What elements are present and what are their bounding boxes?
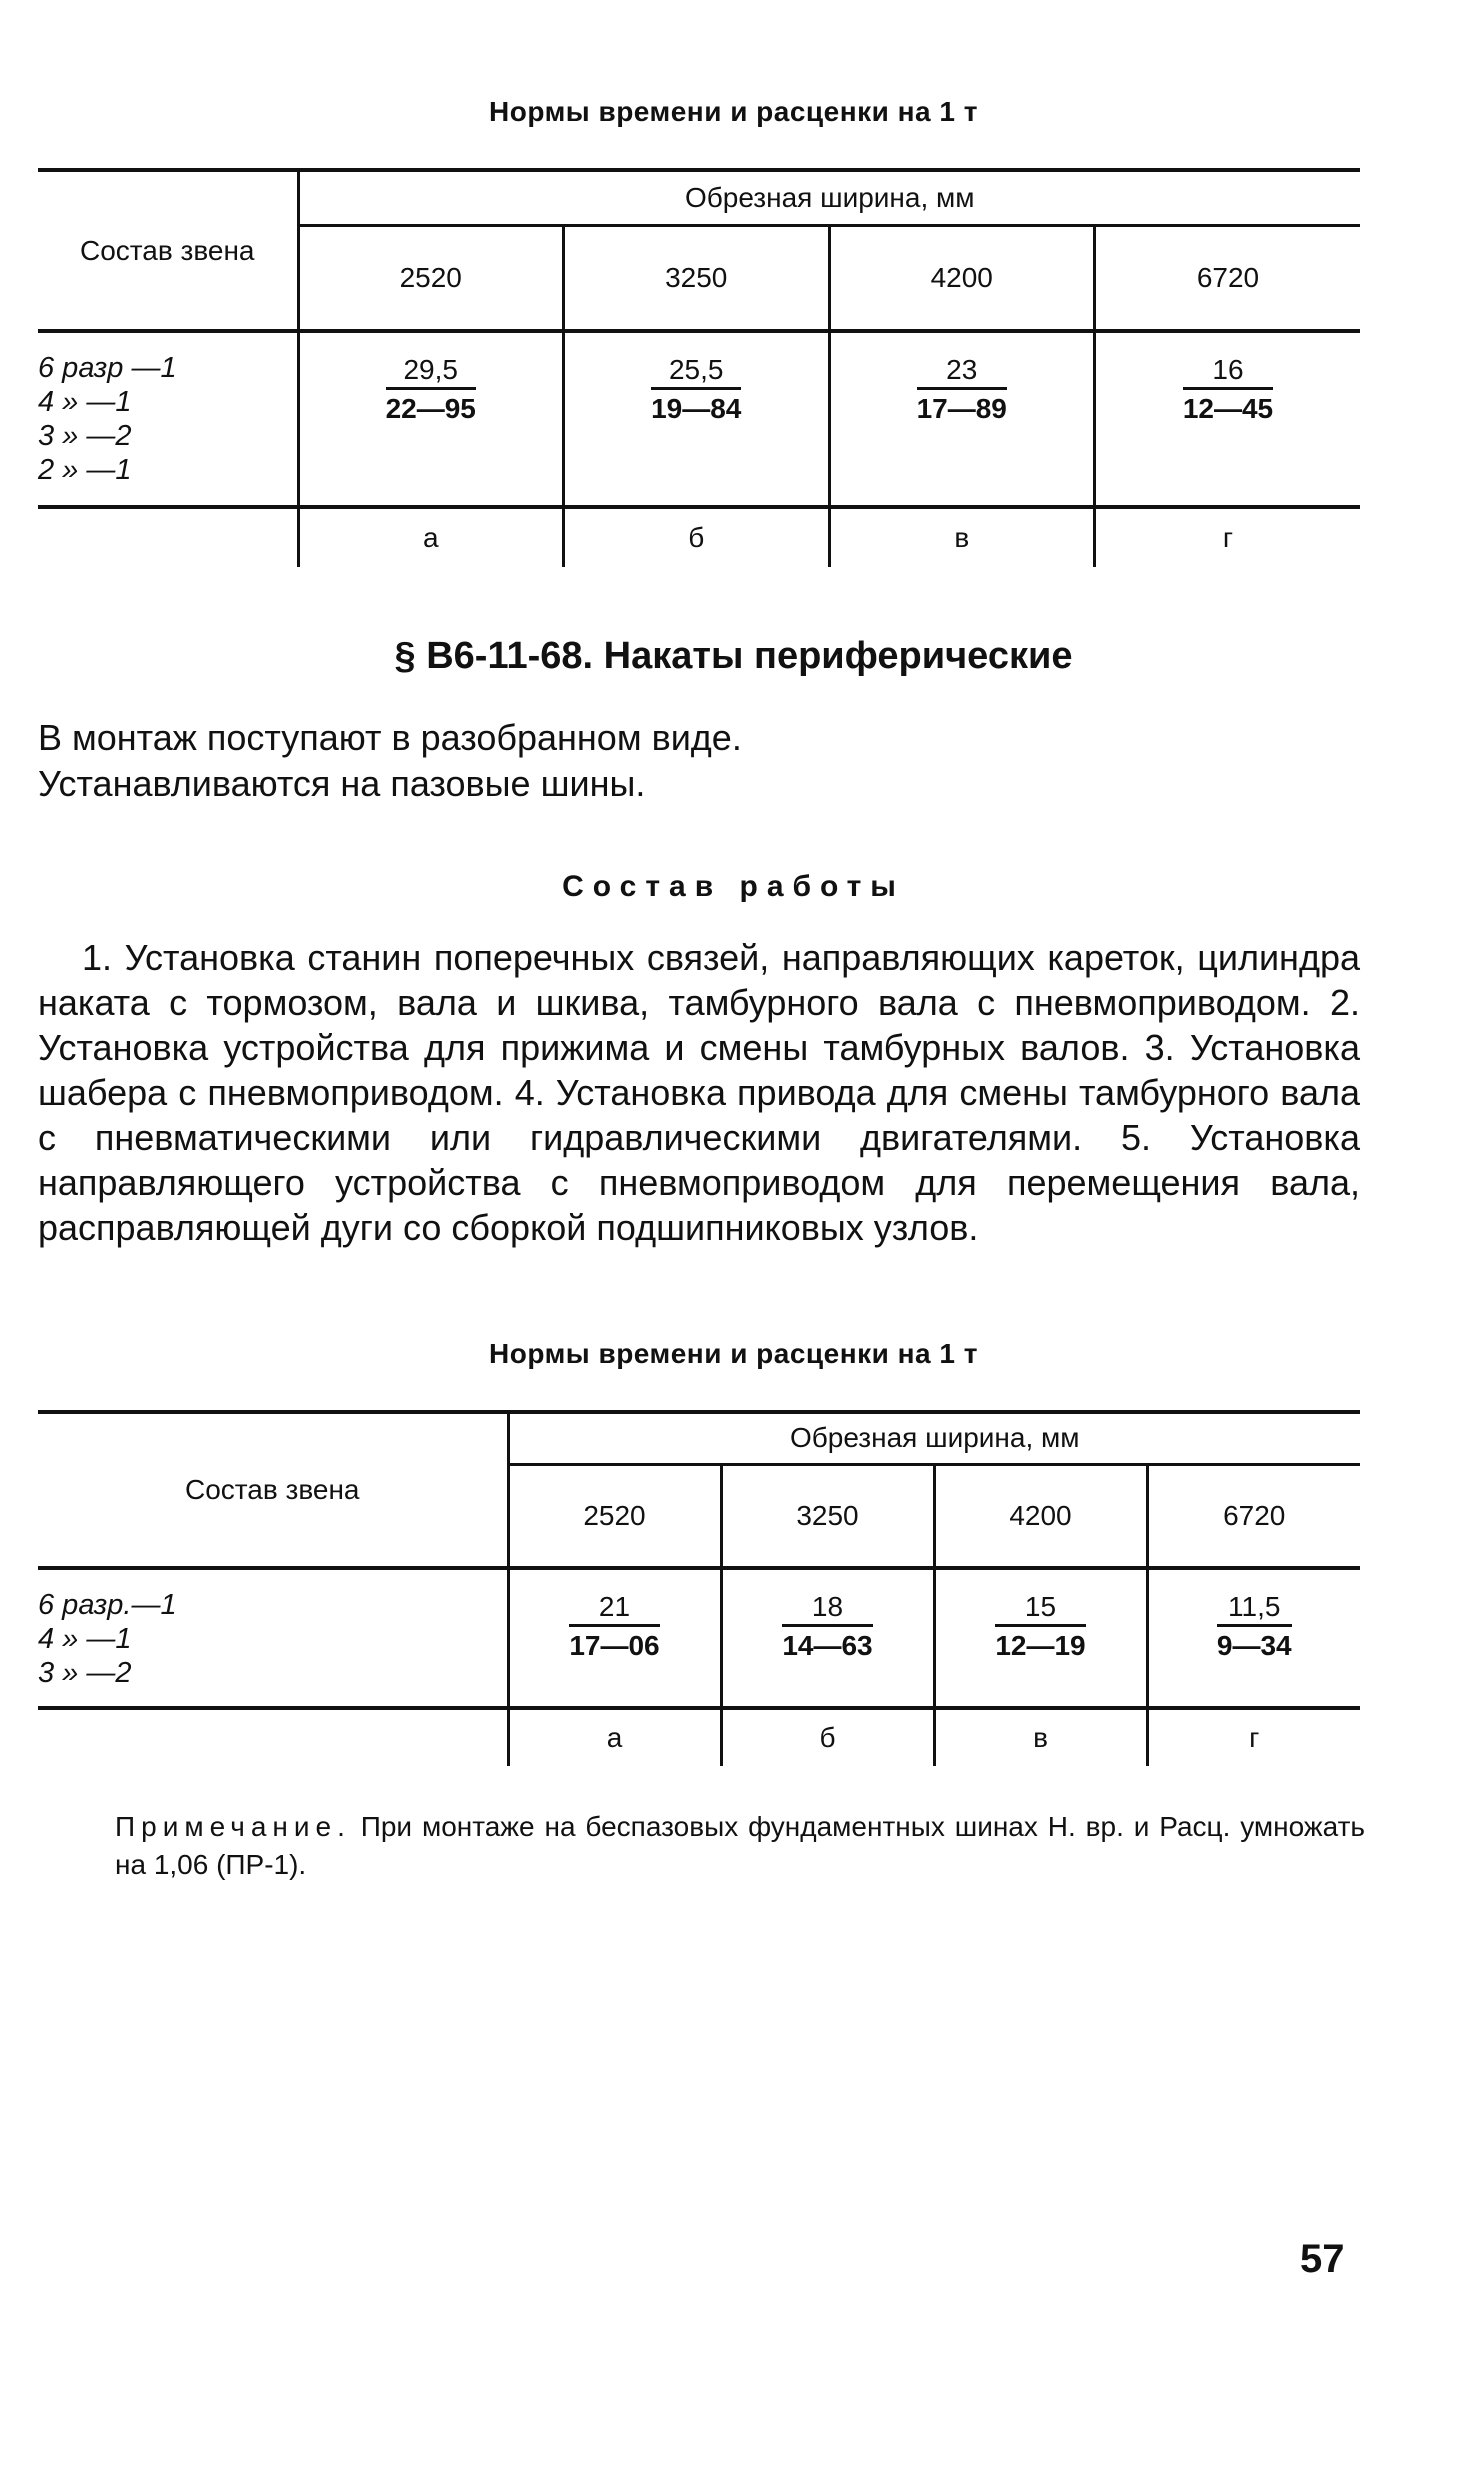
column-letter: г xyxy=(1095,507,1361,567)
price: 14—63 xyxy=(782,1630,873,1661)
composition-header: Состав звена xyxy=(38,170,298,331)
crew-composition xyxy=(38,1568,508,1708)
crew-line: 3 » —2 xyxy=(38,1657,132,1689)
price: 17—06 xyxy=(569,1630,660,1661)
rate-cell xyxy=(1147,1568,1360,1708)
width-2520: 2520 xyxy=(298,225,564,331)
intro-line: В монтаж поступают в разобранном виде. xyxy=(38,717,742,758)
column-letter: г xyxy=(1147,1708,1360,1766)
crew-line: 6 разр.—1 xyxy=(38,1589,177,1621)
table2-caption: Нормы времени и расценки на 1 т xyxy=(489,1338,978,1369)
rate-cell xyxy=(829,331,1095,507)
price: 17—89 xyxy=(916,393,1007,424)
work-composition-text: 1. Установка станин поперечных связей, направляющих кареток, цилиндра наката с тормозом, вала и шкива, тамбурного вала с пневмоприводом. 2. Установка устройства для прижима и смены тамбурных валов. 3. Установка шабера с пневмоприводом. 4. Установка привода для смены тамбурного вала с пневматическими или гидравлическими двигателями. 5. Установка направляющего устройства с пневмоприводом для перемещения вала, расправляющей дуги со сборкой подшипниковых узлов. xyxy=(38,937,1360,1248)
crew-line: 4 » —1 xyxy=(38,386,132,418)
note-lead: Примечание. xyxy=(115,1811,351,1842)
price: 12—45 xyxy=(1182,393,1274,424)
width-2520: 2520 xyxy=(508,1464,721,1568)
note xyxy=(115,1808,1365,1884)
width-4200: 4200 xyxy=(829,225,1095,331)
time-norm: 23 xyxy=(917,353,1007,390)
section-title: § В6-11-68. Накаты периферические xyxy=(394,635,1073,677)
rate-cell xyxy=(298,331,564,507)
rate-cell xyxy=(564,331,830,507)
column-letter: в xyxy=(829,507,1095,567)
time-norm: 25,5 xyxy=(651,353,741,390)
time-norm: 15 xyxy=(995,1590,1085,1627)
column-letter: а xyxy=(508,1708,721,1766)
price: 9—34 xyxy=(1216,1630,1292,1661)
crew-line: 4 » —1 xyxy=(38,1623,132,1655)
rate-cell xyxy=(721,1568,934,1708)
time-norm: 18 xyxy=(782,1590,872,1627)
crew-composition xyxy=(38,331,298,507)
table1-caption: Нормы времени и расценки на 1 т xyxy=(489,96,978,127)
width-header: Обрезная ширина, мм xyxy=(298,170,1360,225)
width-3250: 3250 xyxy=(721,1464,934,1568)
width-4200: 4200 xyxy=(934,1464,1147,1568)
column-letter: б xyxy=(564,507,830,567)
price: 12—19 xyxy=(995,1630,1086,1661)
crew-line: 6 разр —1 xyxy=(38,352,177,384)
column-letter: в xyxy=(934,1708,1147,1766)
work-composition-title: Состав работы xyxy=(562,870,905,903)
note-text: При монтаже на беспазовых фундаментных шинах Н. вр. и Расц. умножать на 1,06 (ПР-1). xyxy=(115,1811,1365,1880)
crew-line: 2 » —1 xyxy=(38,454,132,486)
section-intro xyxy=(38,715,1368,807)
price: 19—84 xyxy=(651,393,742,424)
rate-cell xyxy=(508,1568,721,1708)
column-letter: б xyxy=(721,1708,934,1766)
time-norm: 29,5 xyxy=(386,353,476,390)
width-6720: 6720 xyxy=(1095,225,1361,331)
time-norm: 21 xyxy=(569,1590,659,1627)
column-letter: а xyxy=(298,507,564,567)
time-norm: 11,5 xyxy=(1217,1590,1292,1627)
table1 xyxy=(38,168,1360,567)
rate-cell xyxy=(1095,331,1361,507)
width-header: Обрезная ширина, мм xyxy=(508,1412,1360,1464)
composition-header: Состав звена xyxy=(38,1412,508,1568)
intro-line: Устанавливаются на пазовые шины. xyxy=(38,763,646,804)
table2 xyxy=(38,1410,1360,1766)
time-norm: 16 xyxy=(1183,353,1273,390)
width-3250: 3250 xyxy=(564,225,830,331)
price: 22—95 xyxy=(385,393,476,424)
rate-cell xyxy=(934,1568,1147,1708)
page-number: 57 xyxy=(1300,2237,1345,2281)
width-6720: 6720 xyxy=(1147,1464,1360,1568)
crew-line: 3 » —2 xyxy=(38,420,132,452)
